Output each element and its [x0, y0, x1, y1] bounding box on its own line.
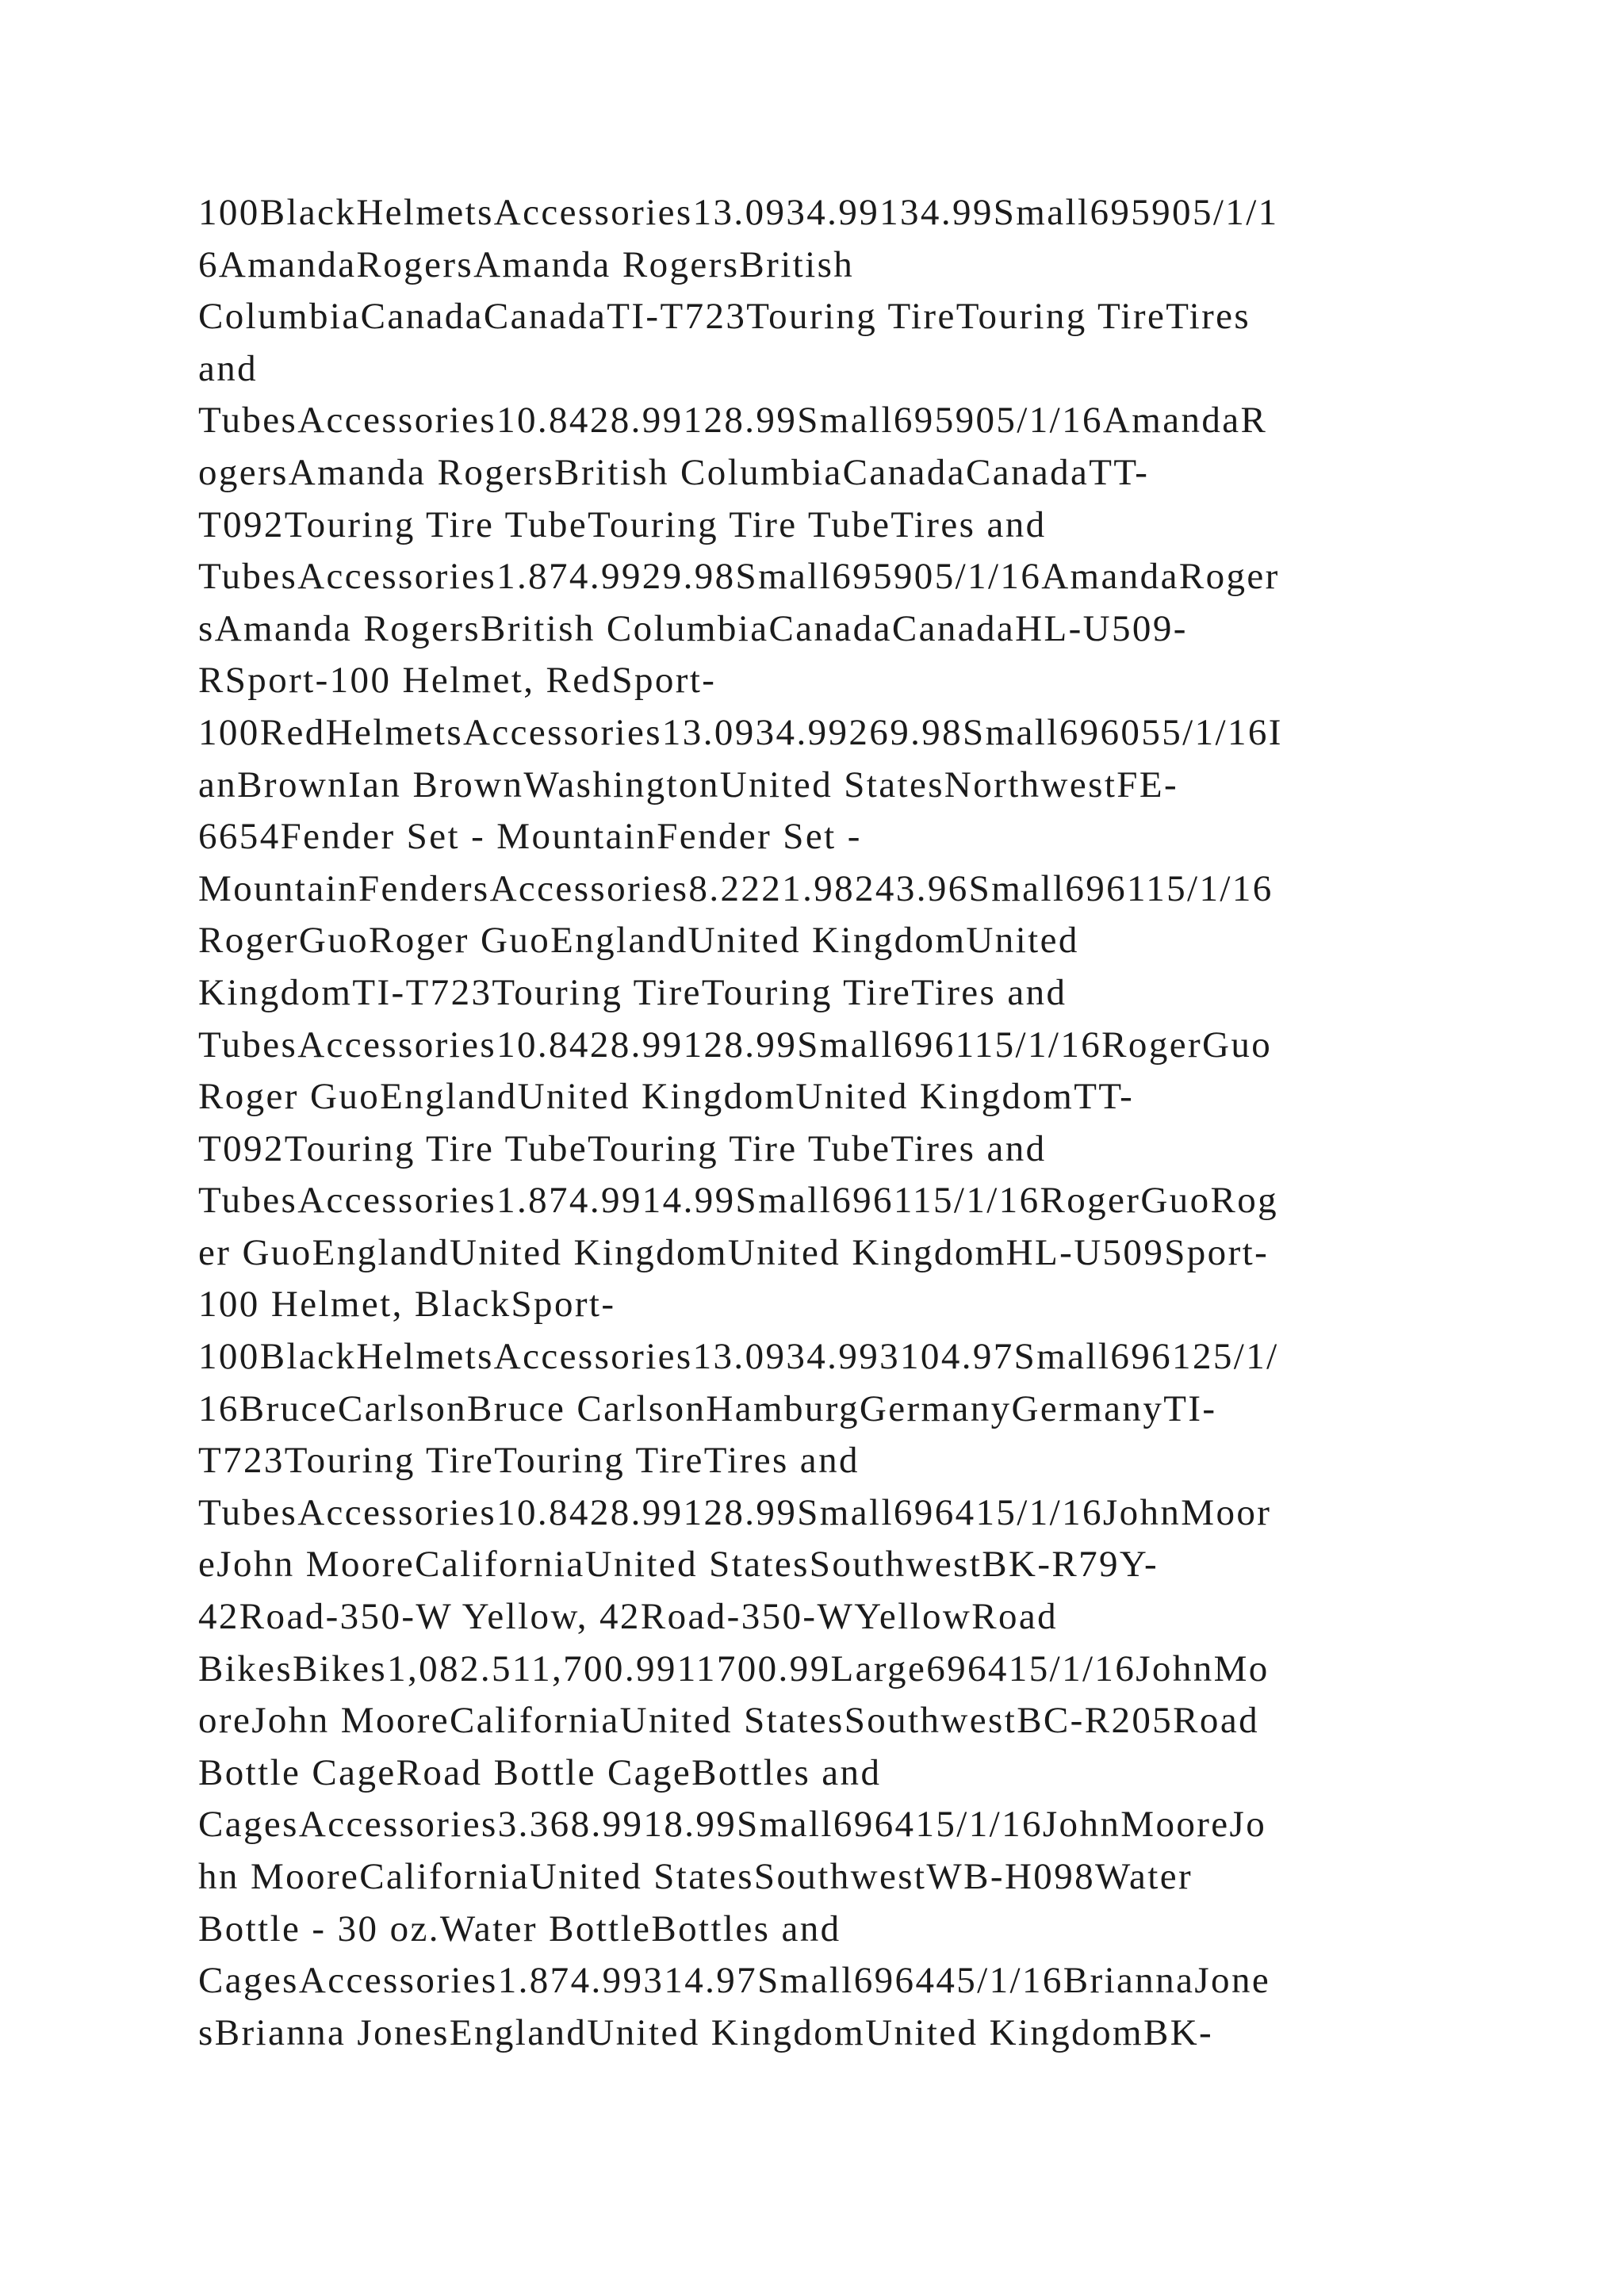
- text-line: TubesAccessories10.8428.99128.99Small695905/1/16AmandaR: [198, 400, 1268, 442]
- text-line: MountainFendersAccessories8.2221.98243.96Small696115/1/16: [198, 867, 1274, 909]
- text-line: TubesAccessories10.8428.99128.99Small696115/1/16RogerGuo: [198, 1024, 1273, 1066]
- text-line: TubesAccessories10.8428.99128.99Small696415/1/16JohnMoor: [198, 1491, 1272, 1533]
- text-line: ogersAmanda RogersBritish ColumbiaCanadaCanadaTT-: [198, 451, 1150, 493]
- text-line: CagesAccessories3.368.9918.99Small696415/1/16JohnMooreJo: [198, 1804, 1267, 1846]
- text-line: er GuoEnglandUnited KingdomUnited KingdomHL-U509Sport-: [198, 1231, 1270, 1273]
- text-line: sBrianna JonesEnglandUnited KingdomUnited KingdomBK-: [198, 2011, 1214, 2053]
- text-line: 100 Helmet, BlackSport-: [198, 1284, 616, 1326]
- text-line: ColumbiaCanadaCanadaTI-T723Touring TireTouring TireTires: [198, 296, 1251, 338]
- text-line: anBrownIan BrownWashingtonUnited StatesNorthwestFE-: [198, 763, 1179, 806]
- text-line: 16BruceCarlsonBruce CarlsonHamburgGermanyGermanyTI-: [198, 1387, 1217, 1429]
- text-line: CagesAccessories1.874.99314.97Small696445/1/16BriannaJone: [198, 1960, 1271, 2002]
- text-line: eJohn MooreCaliforniaUnited StatesSouthwestBK-R79Y-: [198, 1544, 1159, 1586]
- text-line: RogerGuoRoger GuoEnglandUnited KingdomUnited: [198, 920, 1079, 962]
- text-line: T092Touring Tire TubeTouring Tire TubeTires and: [198, 1127, 1047, 1169]
- text-line: and: [198, 347, 259, 389]
- text-line: T723Touring TireTouring TireTires and: [198, 1440, 860, 1482]
- text-line: 100BlackHelmetsAccessories13.0934.99134.99Small695905/1/1: [198, 192, 1279, 233]
- text-line: TubesAccessories1.874.9914.99Small696115/1/16RogerGuoRog: [198, 1180, 1279, 1222]
- document-text-block: [198, 187, 1443, 2059]
- text-line: hn MooreCaliforniaUnited StatesSouthwestWB-H098Water: [198, 1856, 1193, 1897]
- text-line: 6654Fender Set - MountainFender Set -: [198, 816, 862, 858]
- text-line: KingdomTI-T723Touring TireTouring TireTires and: [198, 971, 1067, 1013]
- text-line: oreJohn MooreCaliforniaUnited StatesSouthwestBC-R205Road: [198, 1700, 1259, 1742]
- text-line: BikesBikes1,082.511,700.9911700.99Large696415/1/16JohnMo: [198, 1647, 1270, 1689]
- text-line: 100RedHelmetsAccessories13.0934.99269.98Small696055/1/16I: [198, 711, 1283, 753]
- text-line: 42Road-350-W Yellow, 42Road-350-WYellowRoad: [198, 1596, 1059, 1638]
- text-line: Bottle - 30 oz.Water BottleBottles and: [198, 1908, 841, 1950]
- text-line: Bottle CageRoad Bottle CageBottles and: [198, 1751, 882, 1793]
- text-line: sAmanda RogersBritish ColumbiaCanadaCanadaHL-U509-: [198, 607, 1188, 649]
- text-line: T092Touring Tire TubeTouring Tire TubeTires and: [198, 503, 1047, 545]
- text-line: 100BlackHelmetsAccessories13.0934.993104.97Small696125/1/: [198, 1336, 1279, 1378]
- text-line: TubesAccessories1.874.9929.98Small695905/1/16AmandaRoger: [198, 556, 1280, 598]
- text-line: RSport-100 Helmet, RedSport-: [198, 660, 717, 702]
- text-line: 6AmandaRogersAmanda RogersBritish: [198, 243, 855, 285]
- text-line: Roger GuoEnglandUnited KingdomUnited KingdomTT-: [198, 1076, 1135, 1118]
